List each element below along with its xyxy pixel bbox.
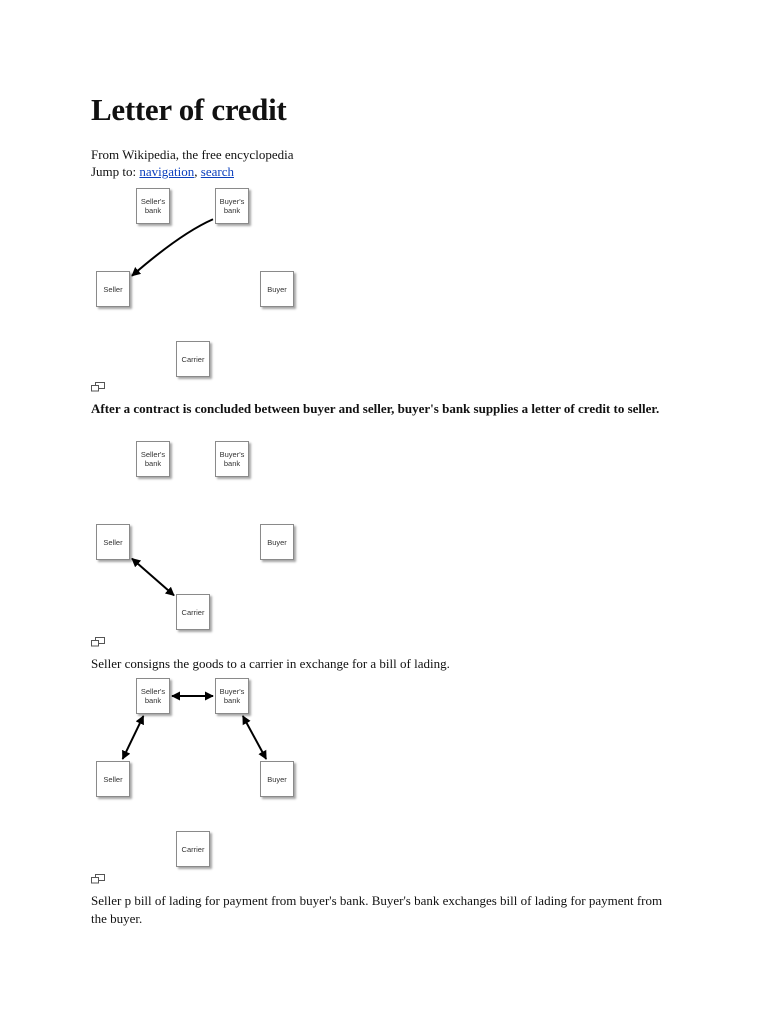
buyer-box: Buyer <box>260 524 294 560</box>
magnify-clip-icon[interactable] <box>91 874 105 884</box>
arrow-buyers-bank-to-buyer <box>243 716 266 759</box>
link-separator: , <box>194 164 201 179</box>
buyer-box: Buyer <box>260 761 294 797</box>
buyers-bank-box: Buyer's bank <box>215 678 249 714</box>
buyers-bank-box: Buyer's bank <box>215 441 249 477</box>
site-subtitle: From Wikipedia, the free encyclopedia <box>91 147 294 162</box>
figure-2-caption: Seller consigns the goods to a carrier in exchange for a bill of lading. <box>91 656 450 671</box>
carrier-box: Carrier <box>176 831 210 867</box>
seller-box: Seller <box>96 524 130 560</box>
search-link[interactable]: search <box>200 164 234 179</box>
buyers-bank-box: Buyer's bank <box>215 188 249 224</box>
figure-2-diagram <box>88 438 308 628</box>
page-title: Letter of credit <box>91 92 287 127</box>
magnify-clip-icon[interactable] <box>91 382 105 392</box>
navigation-link[interactable]: navigation <box>139 164 195 179</box>
magnify-clip-icon[interactable] <box>91 637 105 647</box>
arrow-sellers-bank-to-seller <box>123 716 144 759</box>
arrow-seller-to-carrier <box>132 559 174 596</box>
sellers-bank-box: Seller's bank <box>136 188 170 224</box>
jump-to-label: Jump to: <box>91 164 140 179</box>
carrier-box: Carrier <box>176 594 210 630</box>
figure-1-diagram <box>88 185 308 375</box>
sellers-bank-box: Seller's bank <box>136 678 170 714</box>
figure-3-diagram <box>88 675 308 865</box>
sellers-bank-box: Seller's bank <box>136 441 170 477</box>
seller-box: Seller <box>96 761 130 797</box>
figure-1-caption: After a contract is concluded between buyer and seller, buyer's bank supplies a letter of credit to seller. <box>91 401 660 416</box>
seller-box: Seller <box>96 271 130 307</box>
figure-3-caption: Seller p bill of lading for payment from buyer's bank. Buyer's bank exchanges bill of lading for payment from the buyer. <box>91 893 663 926</box>
carrier-box: Carrier <box>176 341 210 377</box>
buyer-box: Buyer <box>260 271 294 307</box>
jump-to-links <box>91 163 234 180</box>
arrow-buyers-bank-to-seller <box>132 219 213 275</box>
